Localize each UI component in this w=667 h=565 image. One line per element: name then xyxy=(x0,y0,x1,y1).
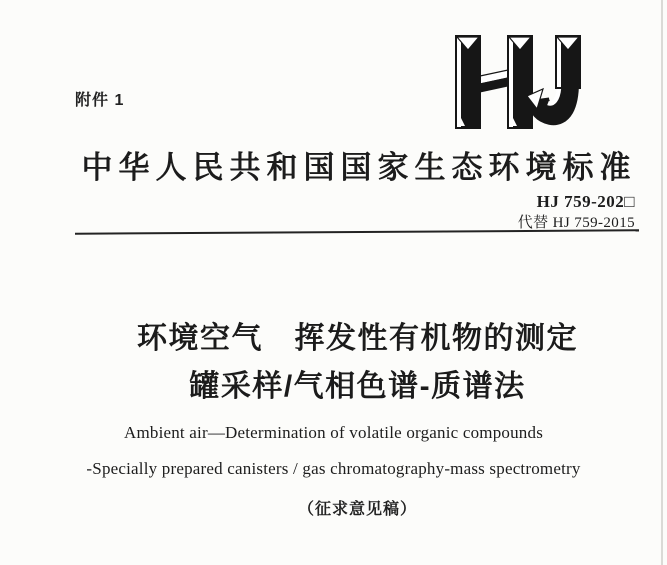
replaces-note: 代替 HJ 759-2015 xyxy=(517,215,635,232)
draft-note: （征求意见稿） xyxy=(297,501,417,518)
hj-logo xyxy=(452,32,592,132)
standard-number-block xyxy=(518,190,635,234)
title-cn-line2: 罐采样/气相色谱-质谱法 xyxy=(189,370,526,403)
title-cn-line1: 环境空气 挥发性有机物的测定 xyxy=(137,322,578,355)
title-en-line1: Ambient air—Determination of volatile organic compounds xyxy=(123,423,544,442)
title-en-line2: -Specially prepared canisters / gas chromatography-mass spectrometry xyxy=(86,459,581,478)
standard-number: HJ 759-202□ xyxy=(536,192,635,211)
hj-logo-graphic xyxy=(452,32,592,132)
page-edge-line xyxy=(661,0,663,565)
attachment-label: 附件 1 xyxy=(75,92,125,109)
standard-heading: 中华人民共和国国家生态环境标准 xyxy=(81,150,637,185)
